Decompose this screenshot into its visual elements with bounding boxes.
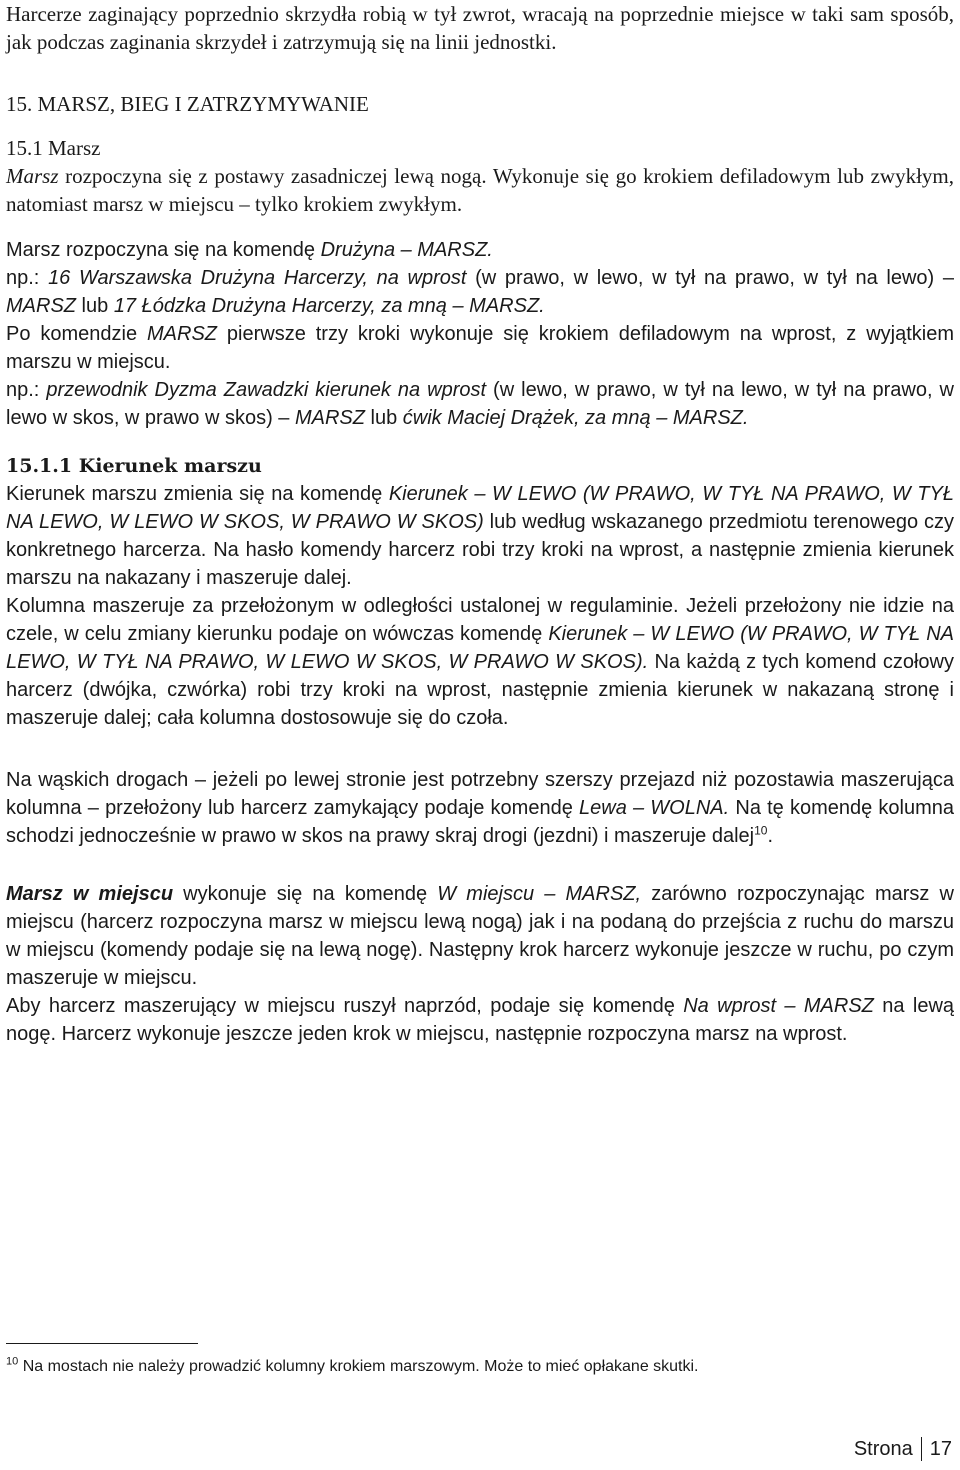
page-number-footer	[854, 1436, 952, 1462]
paragraph-na-wprost: Aby harcerz maszerujący w miejscu ruszył naprzód, podaje się komendę Na wprost – MARSZ na lewą nogę. Harcerz wykonuje jeszcze jeden krok w miejscu, następnie rozpoczyna marsz na wprost.	[6, 995, 955, 1045]
paragraph-marsz-w-miejscu: Marsz w miejscu wykonuje się na komendę W miejscu – MARSZ, zarówno rozpoczynając marsz w miejscu (harcerz rozpoczyna marsz w miejscu lewą nogą) jak i na podaną do przejścia z ruchu do marszu w miejscu (komendy podaje się na lewą nogę). Następny krok harcerz wykonuje jeszcze w ruchu, po czym maszeruje w miejscu.	[6, 883, 954, 989]
paragraph-marsz-command: Marsz rozpoczyna się na komendę Drużyna – MARSZ.	[6, 239, 493, 261]
section-heading: 15. MARSZ, BIEG I ZATRZYMYWANIE	[6, 92, 369, 116]
intro-paragraph: Harcerze zaginający poprzednio skrzydła robią w tył zwrot, wracają na poprzednie miejsce w taki sam sposób, jak podczas zaginania skrzydeł i zatrzymują się na linii jednostki.	[6, 2, 954, 54]
footnote-divider	[6, 1343, 198, 1344]
subsection-heading-kierunek: 15.1.1 Kierunek marszu	[6, 455, 262, 477]
paragraph-marsz-intro: Marsz rozpoczyna się z postawy zasadniczej lewą nogą. Wykonuje się go krokiem defiladowym lub zwykłym, natomiast marsz w miejscu – tylko krokiem zwykłym.	[6, 164, 954, 216]
footer-separator	[921, 1437, 922, 1461]
term-marsz: Marsz	[6, 164, 59, 188]
command-druzyna-marsz: Drużyna – MARSZ.	[320, 239, 493, 261]
footnote-ref[interactable]: 10	[754, 823, 768, 838]
example-paragraph-1: np.: 16 Warszawska Drużyna Harcerzy, na wprost (w prawo, w lewo, w tył na prawo, w tył na lewo) – MARSZ lub 17 Łódzka Drużyna Harcerzy, za mną – MARSZ.	[6, 267, 955, 317]
subsection-heading-marsz: 15.1 Marsz	[6, 136, 101, 160]
paragraph-kierunek-command: Kierunek marszu zmienia się na komendę Kierunek – W LEWO (W PRAWO, W TYŁ NA PRAWO, W TYŁ NA LEWO, W LEWO W SKOS, W PRAWO W SKOS) lub według wskazanego przedmiotu terenowego czy konkretnego harcerza. Na hasło komendy harcerz robi trzy kroki na wprost, a następnie zmienia kierunek marszu na nakazany i maszeruje dalej.	[6, 483, 955, 589]
example-paragraph-2: np.: przewodnik Dyzma Zawadzki kierunek na wprost (w lewo, w prawo, w tył na lewo, w tył na prawo, w lewo w skos, w prawo w skos) – MARSZ lub ćwik Maciej Drążek, za mną – MARSZ.	[6, 379, 954, 429]
footnote: $^{10}$ Na mostach nie należy prowadzić kolumny krokiem marszowym. Może to mieć opłakane skutki.	[6, 1355, 699, 1375]
page-number: 17	[929, 1438, 952, 1460]
page-label: Strona	[853, 1438, 913, 1460]
paragraph-first-steps: Po komendzie MARSZ pierwsze trzy kroki wykonuje się krokiem defiladowym na wprost, z wyjątkiem marszu w miejscu.	[6, 323, 955, 373]
paragraph-kolumna: Kolumna maszeruje za przełożonym w odległości ustalonej w regulaminie. Jeżeli przełożony nie idzie na czele, w celu zmiany kierunku podaje on wówczas komendę Kierunek – W LEWO (W PRAWO, W TYŁ NA LEWO, W TYŁ NA PRAWO, W LEWO W SKOS, W PRAWO W SKOS). Na każdą z tych komend czołowy harcerz (dwójka, czwórka) robi trzy kroki na wprost, następnie zmienia kierunek w nakazaną stronę i maszeruje dalej; cała kolumna dostosowuje się do czoła.	[6, 595, 955, 729]
footnote-number: 10	[6, 1355, 19, 1368]
term-marsz-w-miejscu: Marsz w miejscu	[6, 883, 174, 905]
document-page	[6, 0, 954, 1470]
paragraph-waskie-drogi: Na wąskich drogach – jeżeli po lewej stronie jest potrzebny szerszy przejazd niż pozostawia maszerująca kolumna – przełożony lub harcerz zamykający podaje komendę Lewa – WOLNA. Na tę komendę kolumna schodzi jednocześnie w prawo w skos na prawy skraj drogi (jezdni) i maszeruje dalej$^{10}$.	[6, 769, 955, 847]
